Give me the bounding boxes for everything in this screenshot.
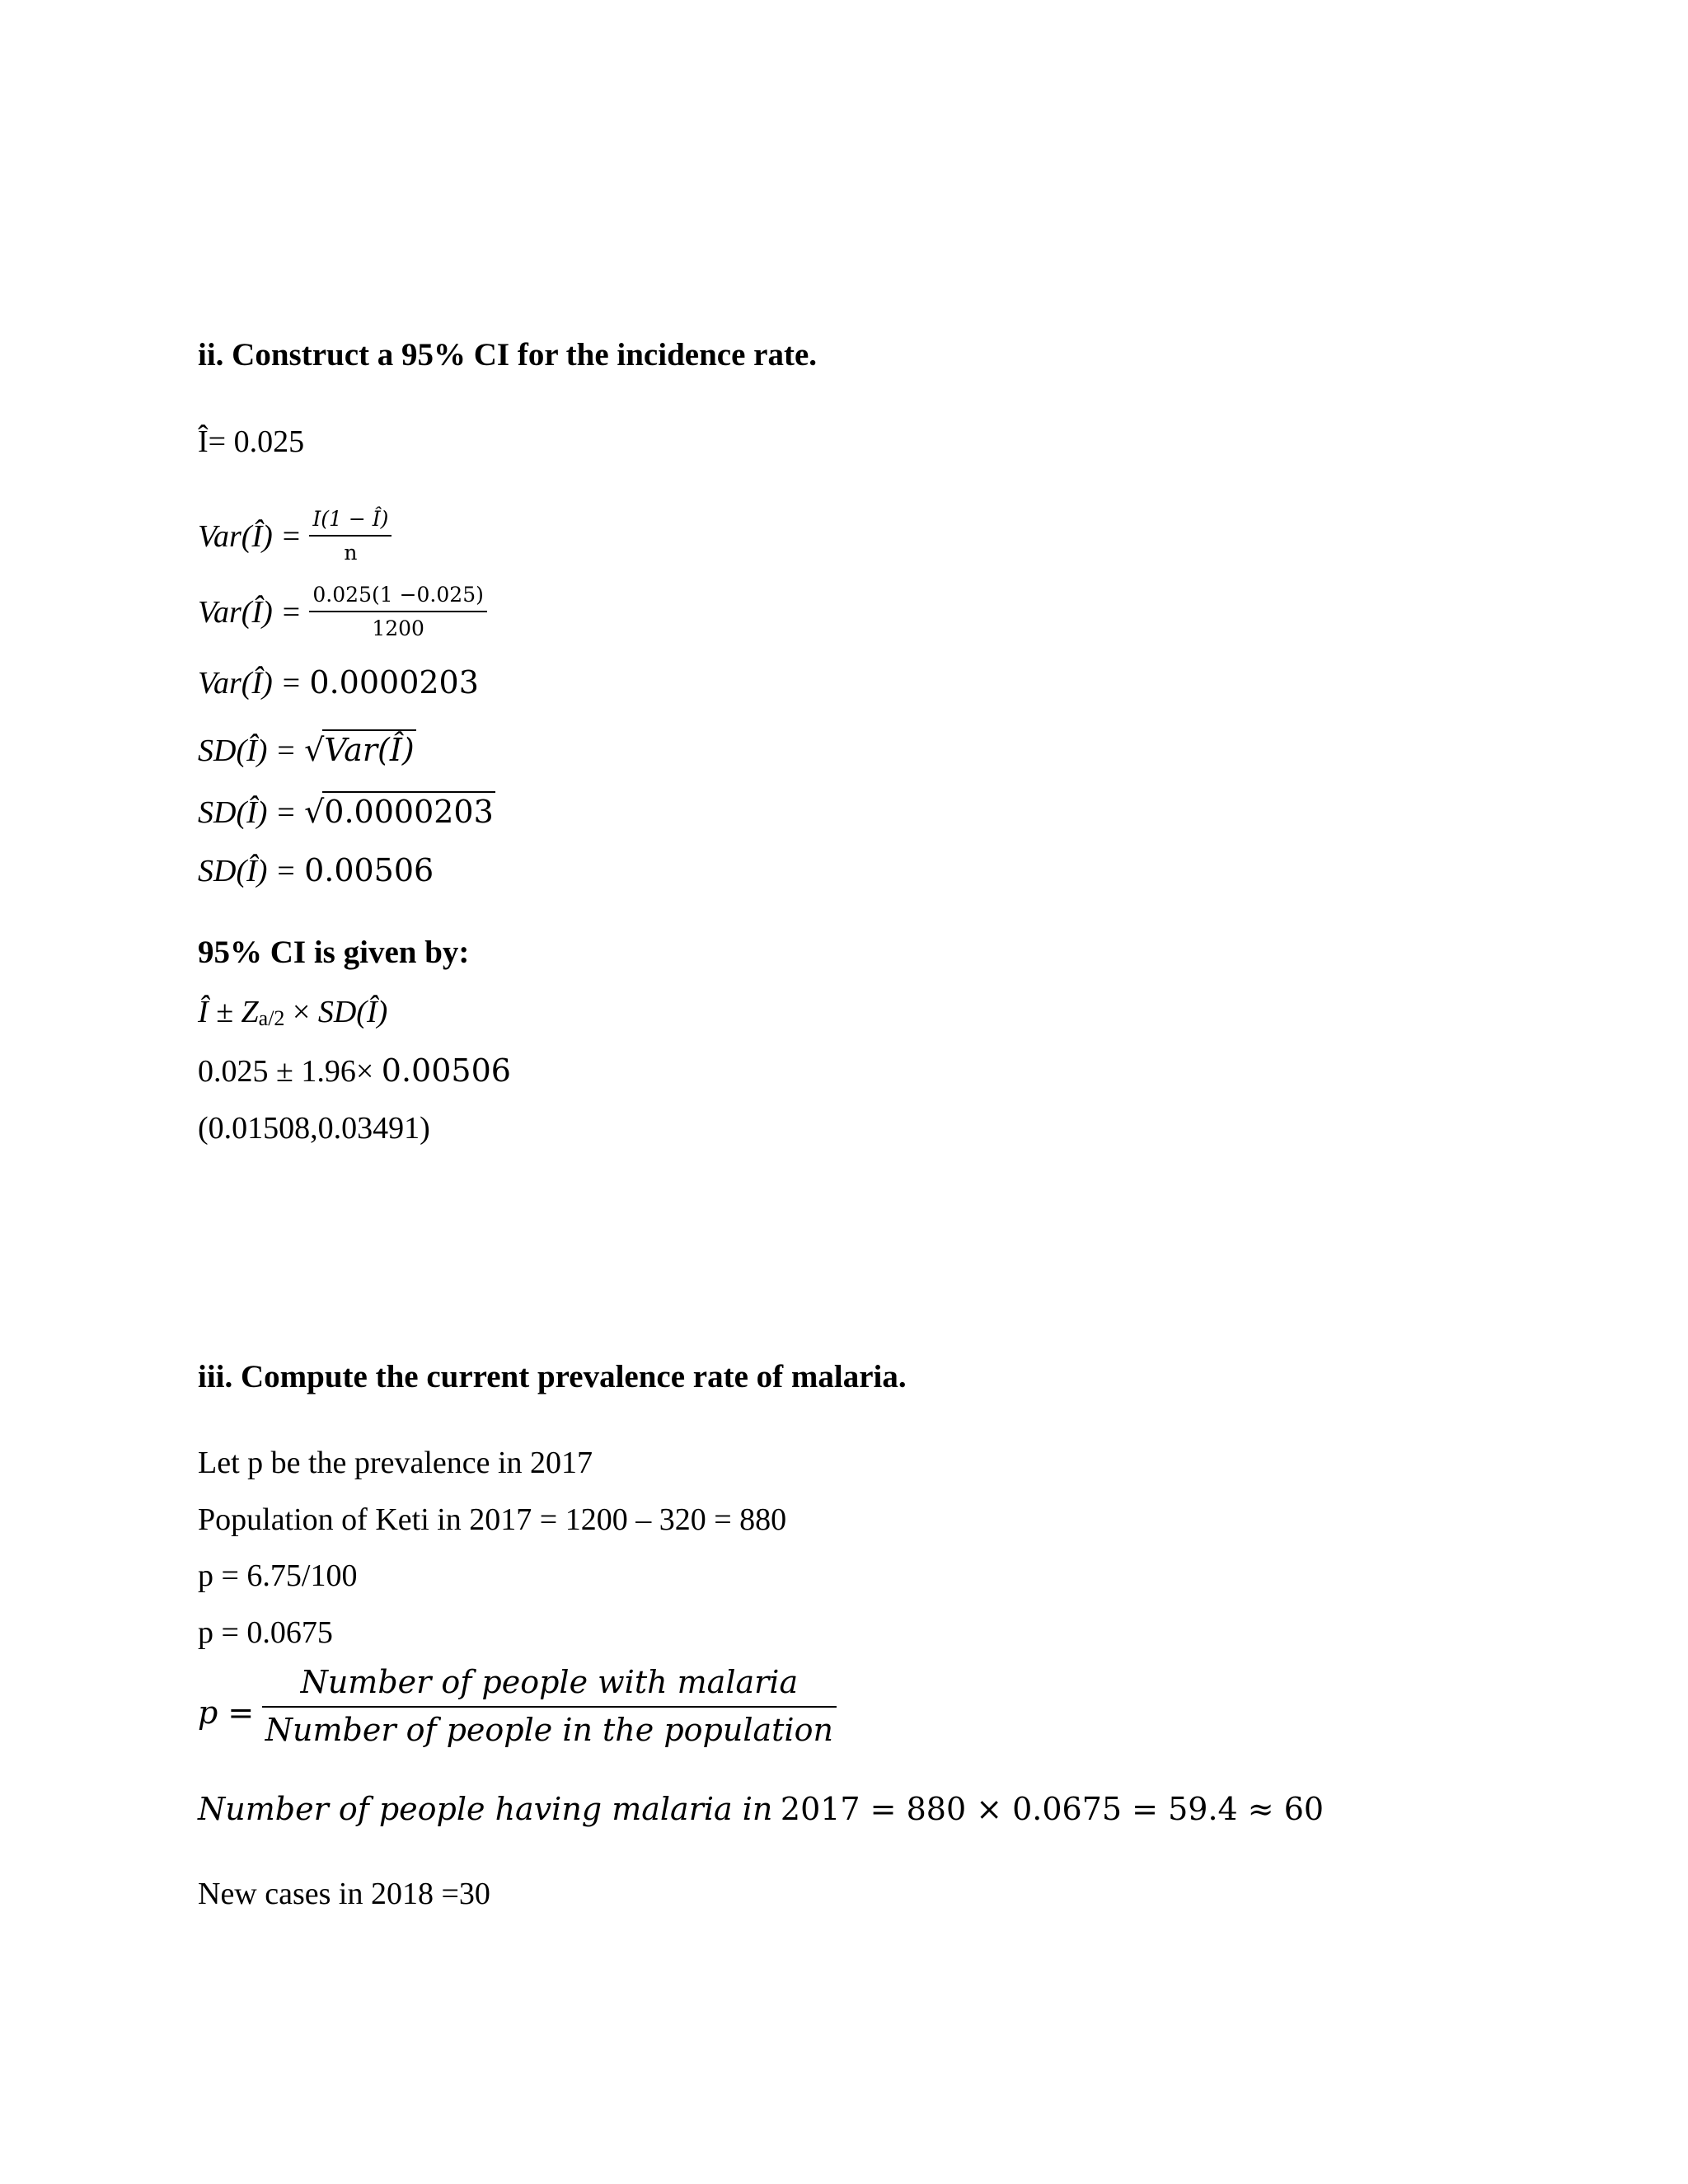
variance-result	[198, 663, 479, 702]
section-ii-heading: ii. Construct a 95% CI for the incidence rate.	[198, 337, 817, 373]
sd-sub-lhs: SD(Î) =	[198, 795, 297, 830]
sd-sub-radicand: 0.0000203	[322, 791, 495, 831]
variance-sub-numerator: 0.025(1 −0.025)	[312, 583, 484, 607]
sd-definition	[198, 729, 416, 770]
count-lhs: Number of people having malaria in	[198, 1791, 773, 1827]
new-cases-line: New cases in 2018 =30	[198, 1877, 490, 1911]
ci-calculation	[198, 1052, 511, 1090]
ci-formula	[198, 993, 387, 1034]
variance-result-value: 0.0000203	[309, 664, 479, 701]
variance-sub-denominator: 1200	[372, 616, 424, 641]
sqrt-symbol: √Var(Î)	[304, 729, 416, 770]
fraction-bar	[262, 1706, 837, 1708]
prevalence-definition	[198, 1663, 837, 1750]
count-rhs: 2017 = 880 × 0.0675 = 59.4 ≈ 60	[780, 1791, 1325, 1827]
p-line-1: p = 6.75/100	[198, 1558, 358, 1593]
prevalence-numerator: Number of people with malaria	[300, 1664, 799, 1700]
variance-sub-fraction	[309, 582, 486, 642]
sqrt-symbol: √0.0000203	[304, 791, 495, 832]
prevalence-denominator: Number of people in the population	[265, 1711, 833, 1748]
variance-lhs: Var(Î) =	[198, 518, 302, 554]
i-hat-value: Î= 0.025	[198, 424, 305, 459]
ci-calc-part-a: 0.025 ± 1.96×	[198, 1054, 374, 1089]
sd-result	[198, 851, 434, 890]
variance-fraction	[309, 506, 392, 566]
fraction-bar	[309, 611, 486, 612]
sd-result-lhs: SD(Î) =	[198, 854, 297, 888]
let-p-line: Let p be the prevalence in 2017	[198, 1446, 593, 1480]
ci-calc-part-b: 0.00506	[381, 1052, 511, 1089]
p-def-lhs: p =	[198, 1694, 255, 1732]
sd-def-radicand: Var(Î)	[322, 729, 415, 769]
ci-formula-times: ×	[284, 995, 318, 1029]
ci-formula-part-c: SD(Î)	[317, 995, 388, 1029]
ci-heading: 95% CI is given by:	[198, 935, 470, 970]
variance-formula	[198, 509, 392, 569]
sd-substitution	[198, 791, 495, 832]
variance-sub-lhs: Var(Î) =	[198, 594, 302, 630]
ci-formula-subscript: a/2	[258, 1006, 285, 1030]
p-line-2: p = 0.0675	[198, 1615, 333, 1650]
ci-result: (0.01508,0.03491)	[198, 1111, 430, 1146]
variance-result-lhs: Var(Î) =	[198, 666, 302, 701]
population-line: Population of Keti in 2017 = 1200 – 320 = 880	[198, 1502, 787, 1537]
sd-def-lhs: SD(Î) =	[198, 733, 297, 768]
section-iii-heading: iii. Compute the current prevalence rate of malaria.	[198, 1359, 907, 1394]
prevalence-fraction	[262, 1663, 837, 1750]
ci-formula-part-a: Î ± Z	[198, 995, 259, 1029]
variance-numerator: I(1 − Î)	[312, 507, 389, 531]
variance-denominator: n	[344, 541, 358, 565]
malaria-count-line	[198, 1790, 1324, 1829]
sd-result-value: 0.00506	[304, 852, 434, 888]
fraction-bar	[309, 535, 392, 537]
variance-substitution	[198, 585, 487, 645]
